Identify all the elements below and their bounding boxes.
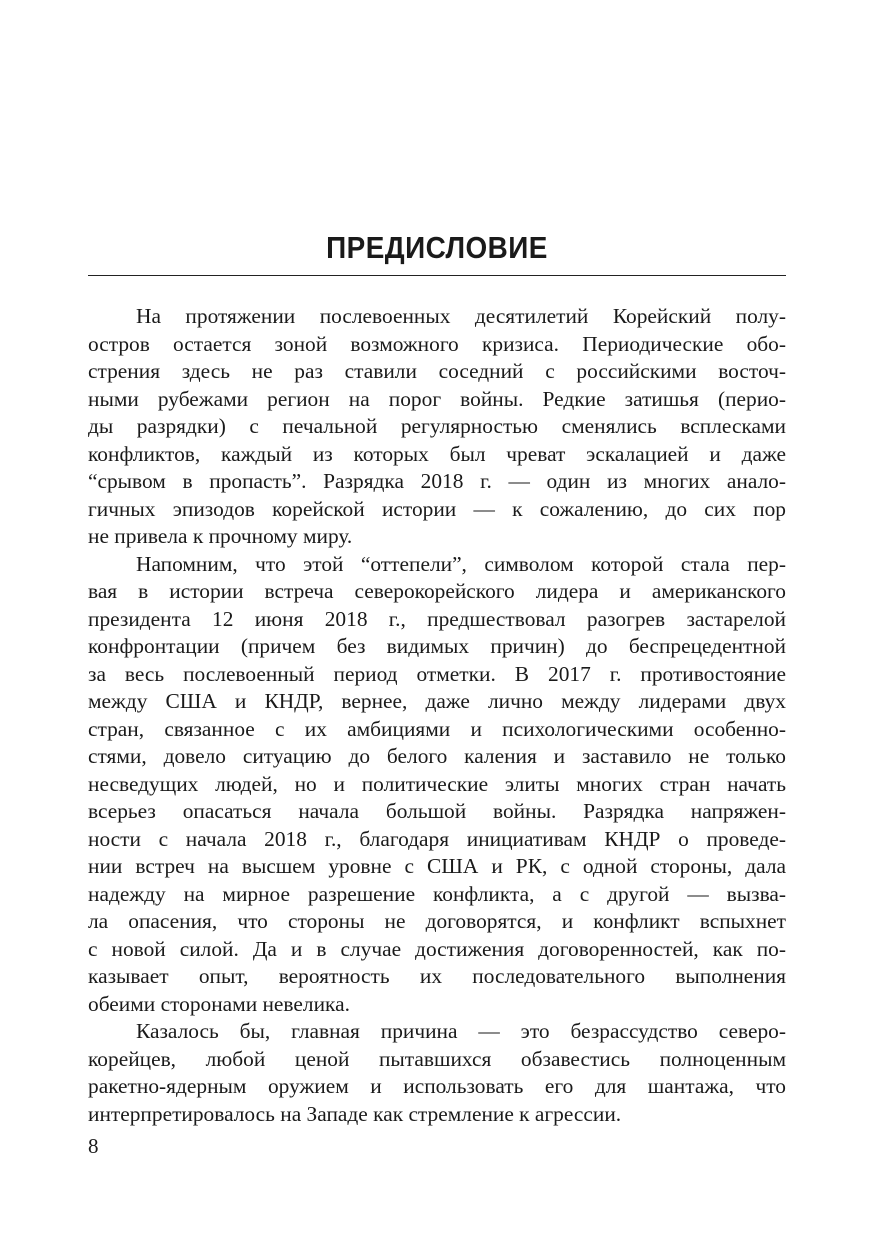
text-line: нии встреч на высшем уровне с США и РК, с одной стороны, дала — [88, 854, 786, 878]
text-line: стран, связанное с их амбициями и психологическими особенно- — [88, 716, 786, 741]
text-line: не привела к прочному миру. — [88, 524, 353, 548]
paragraph-1 — [88, 303, 786, 551]
text-line: стями, довело ситуацию до белого каления и заставило не только — [88, 744, 786, 768]
text-line: несведущих людей, но и политические элиты многих стран начать — [88, 771, 786, 796]
text-line: обеими сторонами невелика. — [88, 991, 350, 1016]
text-line: Казалось бы, главная причина — это безрассудство северо- — [136, 1019, 786, 1043]
text-line: ности с начала 2018 г., благодаря инициативам КНДР о проведе- — [88, 826, 786, 851]
text-line: с новой силой. Да и в случае достижения договоренностей, как по- — [88, 936, 786, 961]
text-line: ды разрядки) с печальной регулярностью сменялись всплесками — [88, 414, 786, 438]
text-line: стрения здесь не раз ставили соседний с российскими восточ- — [88, 359, 786, 383]
text-line: На протяжении послевоенных десятилетий Корейский полу- — [136, 304, 786, 328]
text-line: ными рубежами регион на порог войны. Редкие затишья (перио- — [88, 386, 786, 411]
text-line: между США и КНДР, вернее, даже лично между лидерами двух — [88, 689, 786, 713]
title-underline-rule — [88, 275, 786, 276]
text-line: “срывом в пропасть”. Разрядка 2018 г. — один из многих анало- — [88, 469, 786, 493]
chapter-title: ПРЕДИСЛОВИЕ — [326, 230, 548, 265]
text-line: казывает опыт, вероятность их последовательного выполнения — [88, 964, 786, 988]
paragraph-3 — [88, 1018, 786, 1128]
page-number: 8 — [88, 1134, 99, 1158]
text-line: за весь послевоенный период отметки. В 2017 г. противостояние — [88, 661, 786, 686]
text-line: вая в истории встреча северокорейского лидера и американского — [88, 579, 786, 603]
text-line: конфронтации (причем без видимых причин) до беспрецедентной — [88, 634, 786, 658]
text-line: остров остается зоной возможного кризиса. Периодические обо- — [88, 331, 786, 356]
body-text — [88, 303, 786, 1128]
text-line: ракетно-ядерным оружием и использовать его для шантажа, что — [88, 1074, 786, 1098]
text-line: гичных эпизодов корейской истории — к сожалению, до сих пор — [88, 496, 786, 521]
text-line: Напомним, что этой “оттепели”, символом которой стала пер- — [136, 551, 786, 576]
text-line: конфликтов, каждый из которых был чреват эскалацией и даже — [88, 441, 786, 466]
text-line: президента 12 июня 2018 г., предшествовал разогрев застарелой — [88, 606, 786, 631]
paragraph-2 — [88, 551, 786, 1019]
text-line: надежду на мирное разрешение конфликта, а с другой — вызва- — [88, 881, 786, 906]
text-line: всерьез опасаться начала большой войны. Разрядка напряжен- — [88, 799, 786, 823]
text-line: интерпретировалось на Западе как стремление к агрессии. — [88, 1101, 622, 1126]
text-line: корейцев, любой ценой пытавшихся обзавестись полноценным — [88, 1046, 786, 1071]
text-line: ла опасения, что стороны не договорятся, и конфликт вспыхнет — [88, 909, 786, 933]
